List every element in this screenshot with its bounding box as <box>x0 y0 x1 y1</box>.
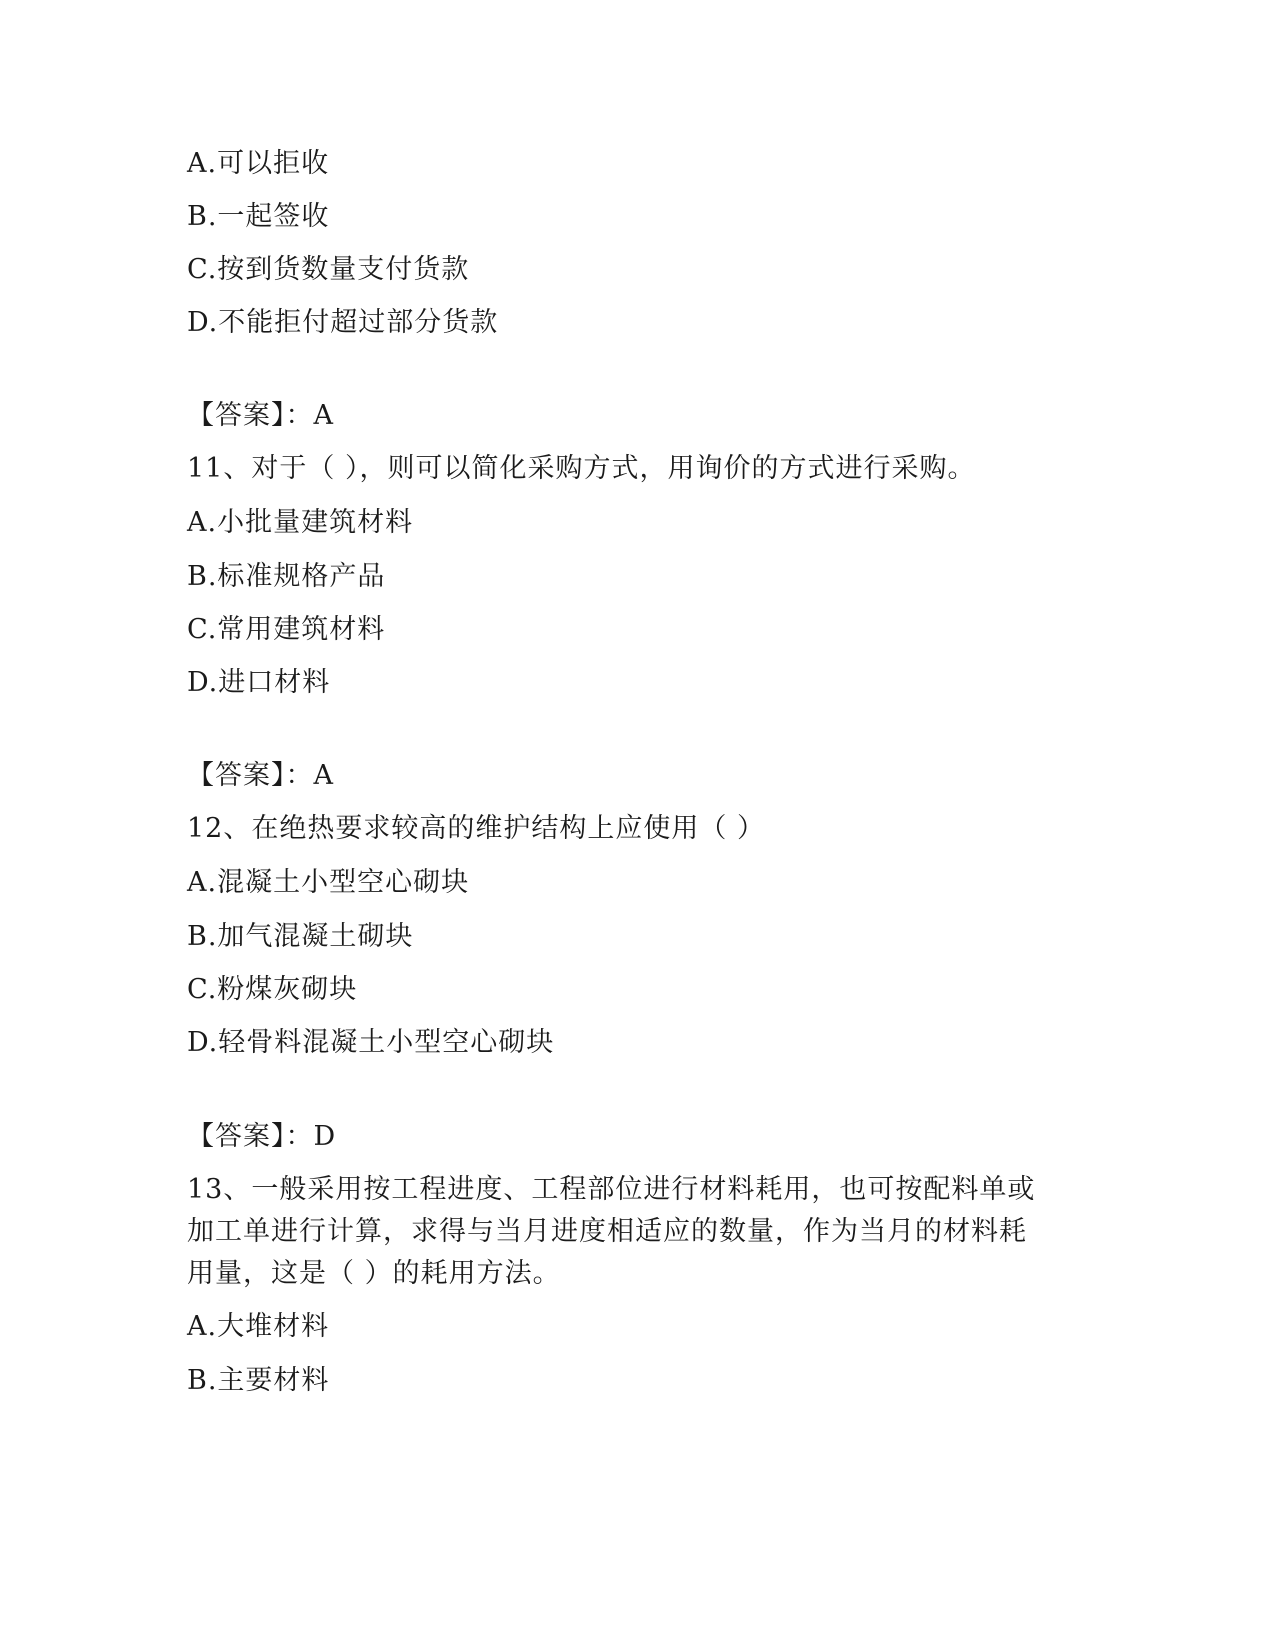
q10-option-d: D.不能拒付超过部分货款 <box>187 307 499 338</box>
q12-answer: 【答案】：D <box>187 1121 337 1152</box>
q10-option-a: A.可以拒收 <box>187 148 330 179</box>
q12-option-c: C.粉煤灰砌块 <box>187 974 358 1005</box>
q11-question: 11、对于（ ），则可以简化采购方式，用询价的方式进行采购。 <box>187 453 976 484</box>
q13-question-line-2: 加工单进行计算，求得与当月进度相适应的数量，作为当月的材料耗 <box>187 1216 1027 1247</box>
q11-answer: 【答案】：A <box>187 760 334 791</box>
q13-question-line-1: 13、一般采用按工程进度、工程部位进行材料耗用，也可按配料单或 <box>187 1174 1036 1205</box>
q12-option-d: D.轻骨料混凝土小型空心砌块 <box>187 1027 555 1058</box>
q12-option-a: A.混凝土小型空心砌块 <box>187 867 470 898</box>
q13-option-a: A.大堆材料 <box>187 1311 330 1342</box>
q10-option-b: B.一起签收 <box>187 201 330 232</box>
q12-question: 12、在绝热要求较高的维护结构上应使用（ ） <box>187 813 765 844</box>
q11-option-a: A.小批量建筑材料 <box>187 507 414 538</box>
q12-option-b: B.加气混凝土砌块 <box>187 921 414 952</box>
q13-question-line-3: 用量，这是（ ）的耗用方法。 <box>187 1258 561 1289</box>
q11-option-b: B.标准规格产品 <box>187 561 386 592</box>
q13-option-b: B.主要材料 <box>187 1365 330 1396</box>
q10-answer: 【答案】：A <box>187 400 334 431</box>
q11-option-c: C.常用建筑材料 <box>187 614 386 645</box>
q11-option-d: D.进口材料 <box>187 667 331 698</box>
q10-option-c: C.按到货数量支付货款 <box>187 254 470 285</box>
